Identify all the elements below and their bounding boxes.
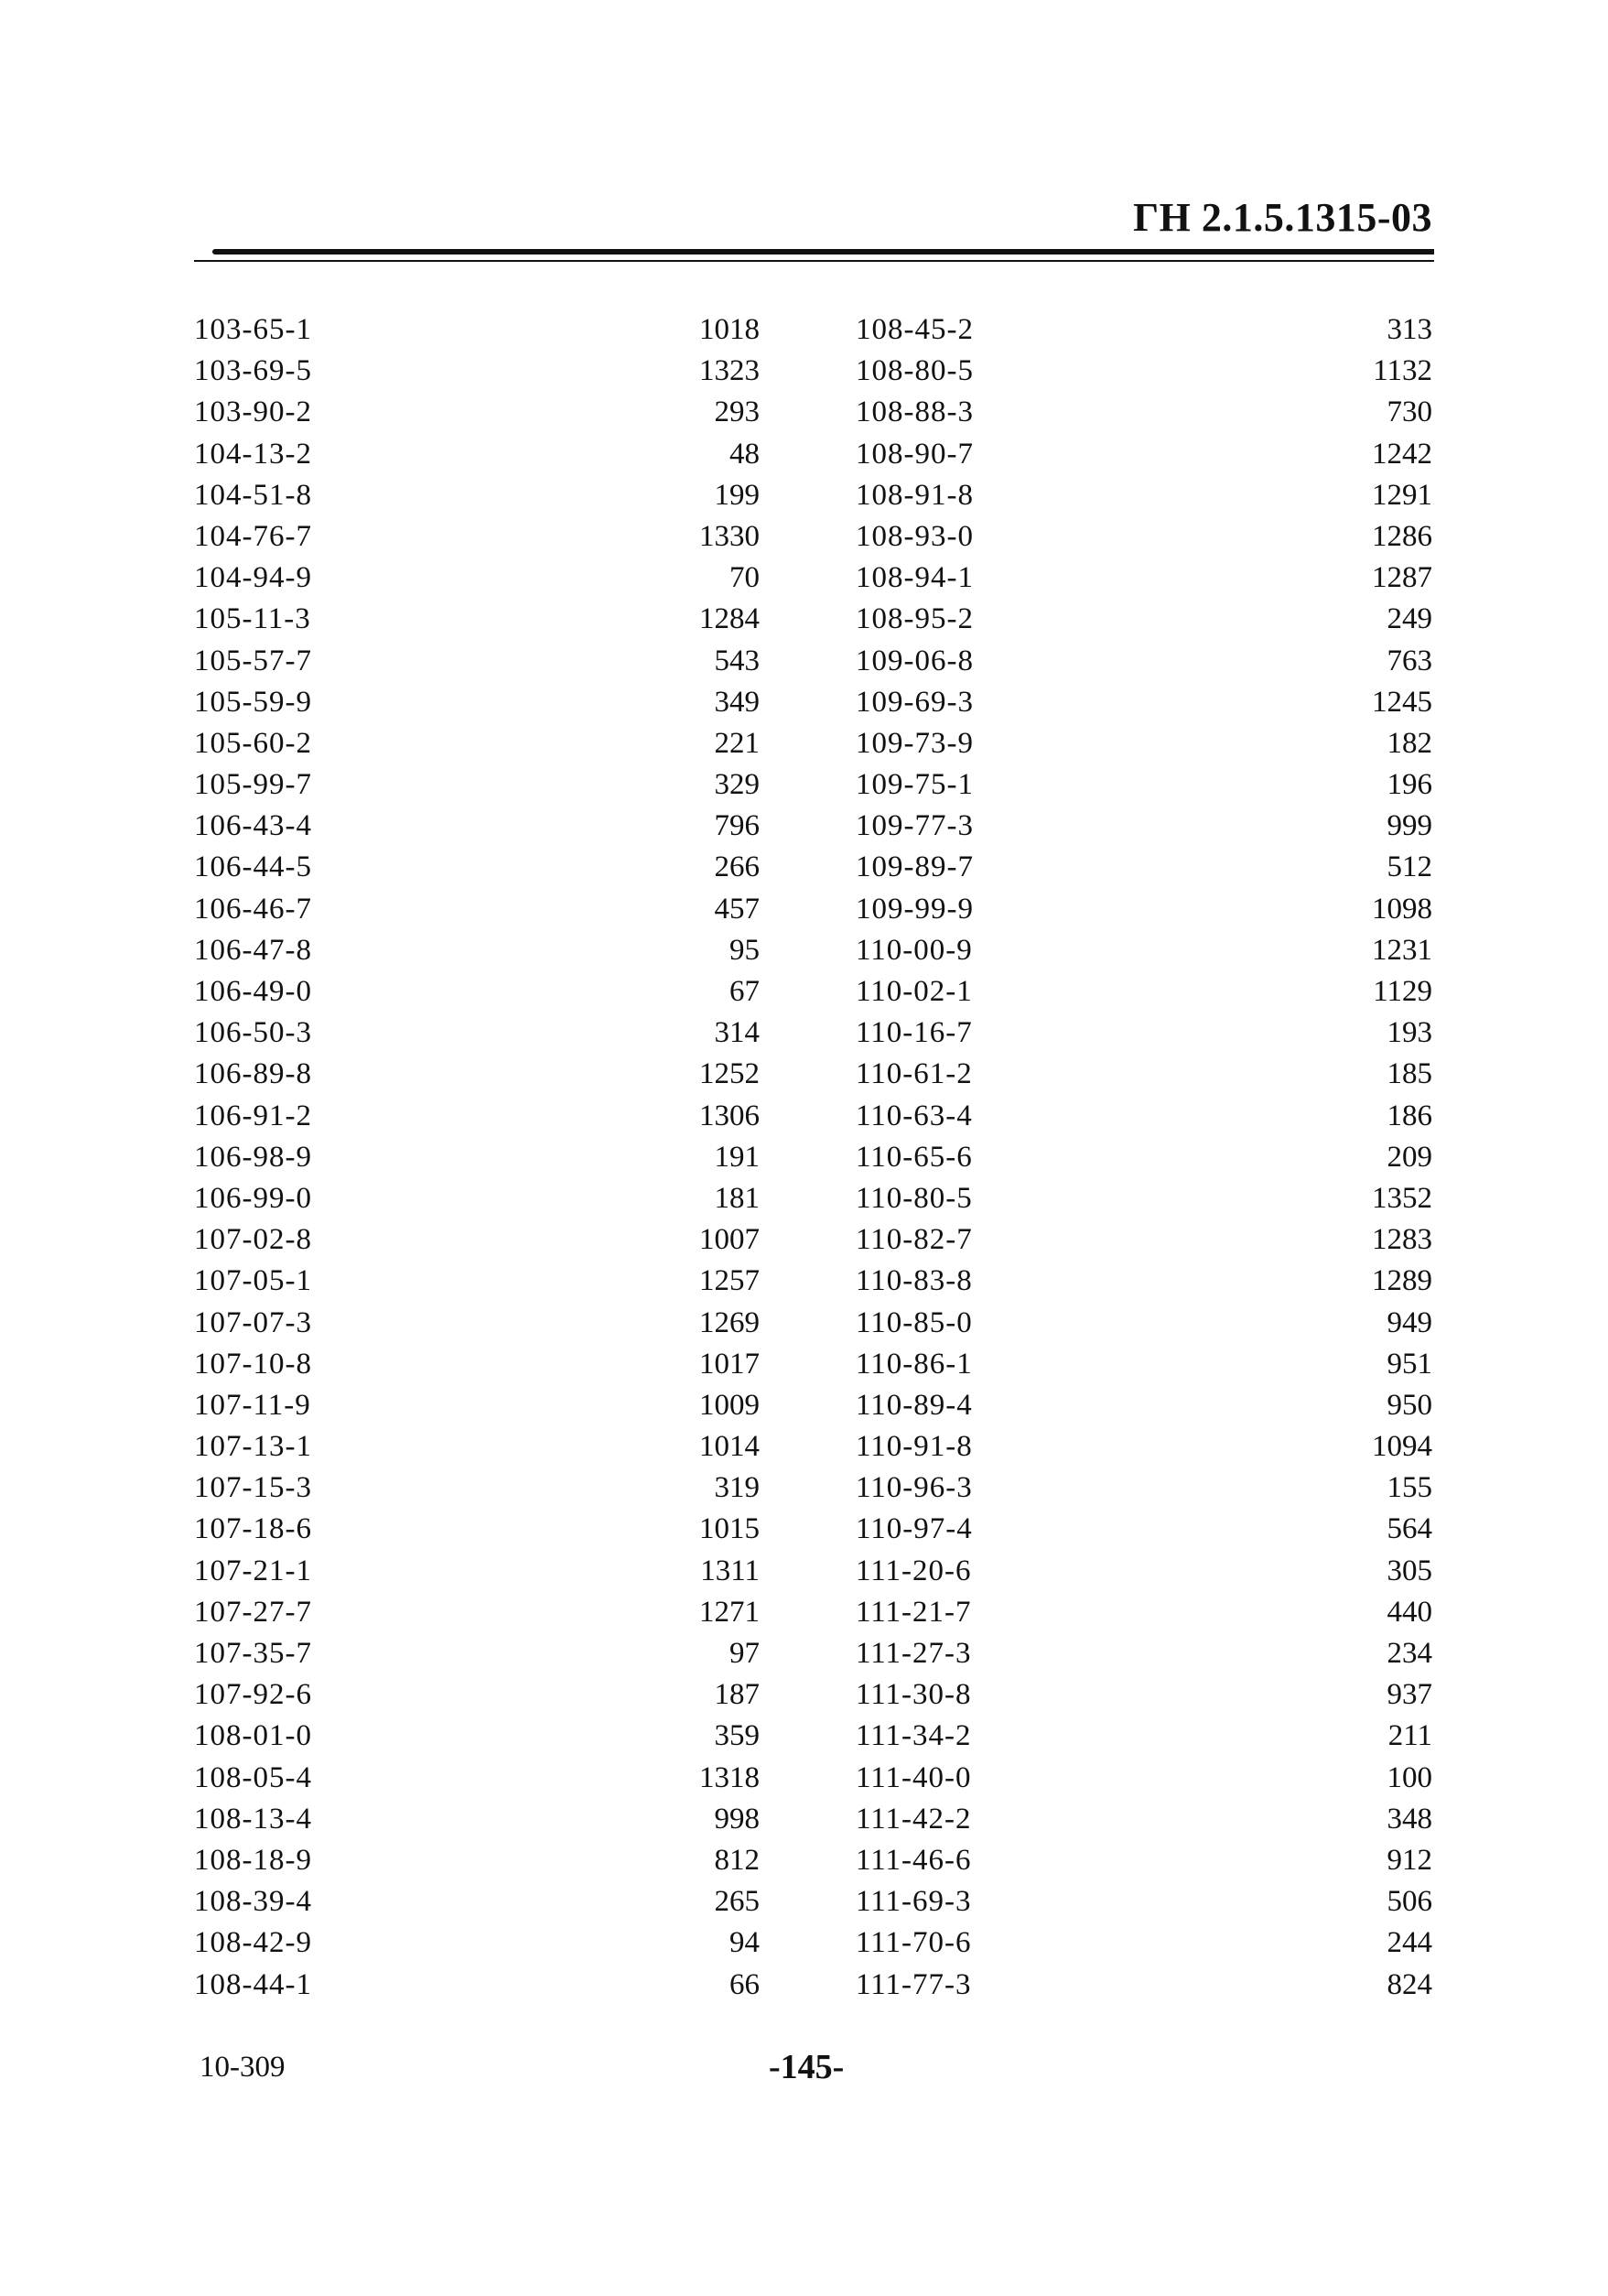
left-entry-number: 1323	[699, 354, 760, 388]
left-entry-number: 181	[714, 1181, 760, 1215]
left-cas-column	[194, 309, 469, 2006]
right-entry-number: 999	[1387, 809, 1432, 843]
right-cas-number: 111-40-0	[856, 1760, 972, 1794]
left-entry-number: 94	[729, 1926, 760, 1960]
right-entry-number: 1242	[1372, 437, 1432, 471]
left-entry-number: 349	[714, 685, 760, 719]
page-number: -145-	[769, 2048, 845, 2086]
right-cas-number: 110-91-8	[856, 1430, 973, 1464]
left-cas-number: 108-44-1	[194, 1967, 312, 2001]
left-cas-number: 107-02-8	[194, 1223, 312, 1257]
right-entry-number: 1129	[1373, 975, 1432, 1008]
right-cas-number: 108-94-1	[856, 561, 974, 595]
right-cas-number: 111-46-6	[856, 1843, 972, 1877]
left-cas-number: 108-13-4	[194, 1802, 312, 1836]
left-cas-number: 107-13-1	[194, 1430, 312, 1464]
right-entry-number: 950	[1387, 1388, 1432, 1422]
left-cas-number: 105-99-7	[194, 768, 312, 802]
right-cas-number: 110-97-4	[856, 1512, 973, 1546]
right-cas-number: 108-80-5	[856, 354, 974, 388]
left-number-column	[641, 309, 760, 2006]
header-rule-thick	[212, 249, 1434, 255]
left-entry-number: 1269	[699, 1305, 760, 1339]
right-entry-number: 186	[1387, 1099, 1432, 1132]
right-cas-number: 111-69-3	[856, 1885, 972, 1919]
left-entry-number: 1311	[700, 1554, 760, 1587]
right-cas-number: 110-65-6	[856, 1140, 973, 1174]
left-entry-number: 319	[714, 1471, 760, 1505]
right-cas-number: 111-42-2	[856, 1802, 972, 1836]
right-cas-number: 110-00-9	[856, 933, 973, 967]
document-code: ГН 2.1.5.1315-03	[1133, 195, 1432, 240]
left-entry-number: 314	[714, 1016, 760, 1050]
right-entry-number: 1098	[1372, 892, 1432, 926]
right-entry-number: 1094	[1372, 1430, 1432, 1464]
left-entry-number: 1271	[699, 1595, 760, 1629]
right-entry-number: 234	[1387, 1637, 1432, 1670]
left-cas-number: 106-98-9	[194, 1140, 312, 1174]
right-entry-number: 182	[1387, 726, 1432, 760]
right-entry-number: 1132	[1373, 354, 1432, 388]
right-cas-number: 109-89-7	[856, 850, 974, 884]
left-entry-number: 266	[714, 850, 760, 884]
right-entry-number: 100	[1387, 1760, 1432, 1794]
right-entry-number: 937	[1387, 1678, 1432, 1712]
left-cas-number: 106-50-3	[194, 1016, 312, 1050]
right-cas-number: 110-85-0	[856, 1305, 973, 1339]
sheet-mark: 10-309	[200, 2051, 286, 2084]
right-cas-number: 110-80-5	[856, 1181, 973, 1215]
right-entry-number: 305	[1387, 1554, 1432, 1587]
left-entry-number: 1257	[699, 1264, 760, 1298]
right-entry-number: 440	[1387, 1595, 1432, 1629]
left-entry-number: 67	[729, 975, 760, 1008]
left-entry-number: 48	[729, 437, 760, 471]
left-cas-number: 108-05-4	[194, 1760, 312, 1794]
left-cas-number: 104-13-2	[194, 437, 312, 471]
right-cas-number: 108-93-0	[856, 519, 974, 553]
right-cas-number: 109-99-9	[856, 892, 974, 926]
right-cas-number: 109-75-1	[856, 768, 974, 802]
right-entry-number: 244	[1387, 1926, 1432, 1960]
right-cas-number: 111-20-6	[856, 1554, 972, 1587]
left-cas-number: 106-49-0	[194, 975, 312, 1008]
right-number-column	[1281, 309, 1432, 2006]
right-cas-number: 109-73-9	[856, 726, 974, 760]
right-entry-number: 1291	[1372, 478, 1432, 512]
left-cas-number: 108-18-9	[194, 1843, 312, 1877]
left-entry-number: 97	[729, 1637, 760, 1670]
left-entry-number: 187	[714, 1678, 760, 1712]
right-cas-number: 111-34-2	[856, 1719, 972, 1753]
right-entry-number: 1287	[1372, 561, 1432, 595]
left-entry-number: 1014	[699, 1430, 760, 1464]
right-cas-number: 108-91-8	[856, 478, 974, 512]
right-cas-number: 111-70-6	[856, 1926, 972, 1960]
left-cas-number: 108-42-9	[194, 1926, 312, 1960]
right-cas-number: 110-86-1	[856, 1347, 973, 1381]
left-cas-number: 106-44-5	[194, 850, 312, 884]
right-entry-number: 730	[1387, 395, 1432, 429]
right-entry-number: 249	[1387, 602, 1432, 636]
right-entry-number: 348	[1387, 1802, 1432, 1836]
left-cas-number: 106-89-8	[194, 1057, 312, 1091]
left-cas-number: 105-59-9	[194, 685, 312, 719]
left-cas-number: 107-07-3	[194, 1305, 312, 1339]
left-cas-number: 104-94-9	[194, 561, 312, 595]
left-entry-number: 457	[714, 892, 760, 926]
left-entry-number: 1318	[699, 1760, 760, 1794]
left-cas-number: 107-35-7	[194, 1637, 312, 1670]
left-entry-number: 221	[714, 726, 760, 760]
right-entry-number: 209	[1387, 1140, 1432, 1174]
right-cas-number: 111-30-8	[856, 1678, 972, 1712]
left-cas-number: 106-43-4	[194, 809, 312, 843]
left-entry-number: 329	[714, 768, 760, 802]
left-cas-number: 107-18-6	[194, 1512, 312, 1546]
right-entry-number: 1231	[1372, 933, 1432, 967]
left-cas-number: 107-27-7	[194, 1595, 312, 1629]
left-cas-number: 105-11-3	[194, 602, 311, 636]
left-cas-number: 103-69-5	[194, 354, 312, 388]
right-cas-number: 111-21-7	[856, 1595, 972, 1629]
right-entry-number: 313	[1387, 313, 1432, 346]
right-cas-number: 108-88-3	[856, 395, 974, 429]
right-cas-number: 110-16-7	[856, 1016, 973, 1050]
right-cas-number: 110-02-1	[856, 975, 973, 1008]
right-entry-number: 1283	[1372, 1223, 1432, 1257]
right-cas-number: 108-90-7	[856, 437, 974, 471]
right-entry-number: 196	[1387, 768, 1432, 802]
right-cas-number: 110-83-8	[856, 1264, 973, 1298]
right-cas-number: 109-77-3	[856, 809, 974, 843]
header-rule-thin	[194, 260, 1434, 262]
left-entry-number: 998	[714, 1802, 760, 1836]
left-cas-number: 106-91-2	[194, 1099, 312, 1132]
right-cas-number: 110-82-7	[856, 1223, 973, 1257]
left-entry-number: 95	[729, 933, 760, 967]
left-entry-number: 1015	[699, 1512, 760, 1546]
right-cas-number: 111-77-3	[856, 1967, 972, 2001]
right-cas-number: 110-96-3	[856, 1471, 973, 1505]
right-entry-number: 185	[1387, 1057, 1432, 1091]
left-entry-number: 1009	[699, 1388, 760, 1422]
left-cas-number: 107-21-1	[194, 1554, 312, 1587]
left-cas-number: 103-90-2	[194, 395, 312, 429]
right-entry-number: 1352	[1372, 1181, 1432, 1215]
left-cas-number: 106-47-8	[194, 933, 312, 967]
left-entry-number: 1007	[699, 1223, 760, 1257]
right-entry-number: 155	[1387, 1471, 1432, 1505]
left-cas-number: 107-10-8	[194, 1347, 312, 1381]
right-cas-number: 109-06-8	[856, 644, 974, 677]
right-entry-number: 912	[1387, 1843, 1432, 1877]
left-cas-number: 105-60-2	[194, 726, 312, 760]
left-cas-number: 106-99-0	[194, 1181, 312, 1215]
left-cas-number: 107-05-1	[194, 1264, 312, 1298]
left-entry-number: 265	[714, 1885, 760, 1919]
right-cas-number: 108-45-2	[856, 313, 974, 346]
right-entry-number: 1289	[1372, 1264, 1432, 1298]
right-cas-number: 111-27-3	[856, 1637, 972, 1670]
left-cas-number: 104-76-7	[194, 519, 312, 553]
right-entry-number: 506	[1387, 1885, 1432, 1919]
right-entry-number: 1245	[1372, 685, 1432, 719]
left-entry-number: 293	[714, 395, 760, 429]
left-cas-number: 107-92-6	[194, 1678, 312, 1712]
right-cas-number: 110-89-4	[856, 1388, 973, 1422]
right-cas-column	[856, 309, 1130, 2006]
left-entry-number: 359	[714, 1719, 760, 1753]
left-cas-number: 108-01-0	[194, 1719, 312, 1753]
left-cas-number: 103-65-1	[194, 313, 312, 346]
left-entry-number: 1284	[699, 602, 760, 636]
left-cas-number: 106-46-7	[194, 892, 312, 926]
left-entry-number: 1306	[699, 1099, 760, 1132]
left-cas-number: 107-11-9	[194, 1388, 311, 1422]
left-entry-number: 66	[729, 1967, 760, 2001]
right-entry-number: 211	[1387, 1719, 1432, 1753]
right-entry-number: 951	[1387, 1347, 1432, 1381]
left-cas-number: 108-39-4	[194, 1885, 312, 1919]
right-entry-number: 193	[1387, 1016, 1432, 1050]
left-cas-number: 107-15-3	[194, 1471, 312, 1505]
left-entry-number: 543	[714, 644, 760, 677]
left-cas-number: 105-57-7	[194, 644, 312, 677]
left-entry-number: 1017	[699, 1347, 760, 1381]
left-entry-number: 812	[714, 1843, 760, 1877]
right-entry-number: 512	[1387, 850, 1432, 884]
right-cas-number: 109-69-3	[856, 685, 974, 719]
right-entry-number: 763	[1387, 644, 1432, 677]
right-entry-number: 564	[1387, 1512, 1432, 1546]
left-cas-number: 104-51-8	[194, 478, 312, 512]
left-entry-number: 1252	[699, 1057, 760, 1091]
right-cas-number: 110-61-2	[856, 1057, 973, 1091]
right-entry-number: 824	[1387, 1967, 1432, 2001]
left-entry-number: 796	[714, 809, 760, 843]
left-entry-number: 1330	[699, 519, 760, 553]
left-entry-number: 191	[714, 1140, 760, 1174]
left-entry-number: 70	[729, 561, 760, 595]
right-cas-number: 108-95-2	[856, 602, 974, 636]
right-entry-number: 949	[1387, 1305, 1432, 1339]
left-entry-number: 199	[714, 478, 760, 512]
right-entry-number: 1286	[1372, 519, 1432, 553]
left-entry-number: 1018	[699, 313, 760, 346]
right-cas-number: 110-63-4	[856, 1099, 973, 1132]
